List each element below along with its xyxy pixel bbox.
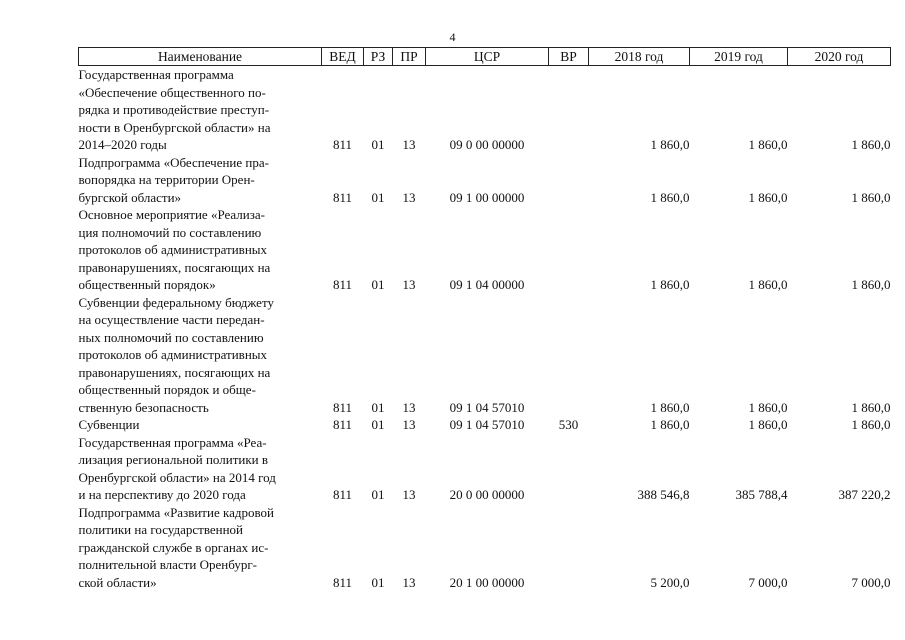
- col-header-vr: ВР: [549, 48, 589, 66]
- name-line: бургской области»: [78, 189, 182, 205]
- cell-2018: 1 860,0: [650, 417, 690, 432]
- name-line: гражданской службе в органах ис-: [78, 539, 269, 555]
- name-line: Основное мероприятие «Реализа-: [78, 207, 265, 222]
- cell-pr: 13: [402, 189, 416, 205]
- name-line: правонарушениях, посягающих на: [78, 364, 271, 380]
- cell-2018: 1 860,0: [650, 189, 690, 205]
- col-header-ved: ВЕД: [322, 48, 364, 66]
- cell-name: [79, 504, 322, 592]
- cell-2020: 1 860,0: [851, 137, 891, 152]
- cell-2018: 5 200,0: [650, 574, 690, 590]
- cell-vr: [549, 66, 589, 154]
- cell-2020: 1 860,0: [851, 277, 891, 292]
- cell-csr: 09 1 04 57010: [449, 399, 525, 415]
- cell-2020: 1 860,0: [851, 399, 891, 415]
- table-row: [79, 294, 891, 417]
- cell-vr: [549, 434, 589, 504]
- cell-2019: 1 860,0: [748, 399, 788, 415]
- name-line: протоколов об административных: [78, 347, 268, 362]
- name-line: ных полномочий по составлению: [78, 329, 264, 345]
- cell-vr: 530: [558, 417, 579, 432]
- cell-2020: 7 000,0: [851, 574, 891, 590]
- name-line: политики на государственной: [78, 522, 244, 537]
- cell-2018: 1 860,0: [650, 399, 690, 415]
- cell-vr: [549, 504, 589, 592]
- cell-rz: 01: [371, 277, 385, 292]
- col-header-name: Наименование: [79, 48, 322, 66]
- budget-table: [78, 47, 891, 591]
- col-header-rz: РЗ: [364, 48, 393, 66]
- table-row: [79, 504, 891, 592]
- cell-2019: 1 860,0: [748, 417, 788, 432]
- name-line: Субвенции: [78, 417, 140, 432]
- name-line: ности в Оренбургской области» на: [78, 119, 271, 135]
- table-header: [79, 48, 891, 66]
- cell-name: [79, 66, 322, 154]
- name-line: общественный порядок и обще-: [78, 382, 256, 397]
- name-line: общественный порядок»: [78, 277, 216, 292]
- name-line: вопорядка на территории Орен-: [78, 172, 255, 187]
- cell-ved: 811: [332, 574, 353, 590]
- cell-2020: 1 860,0: [851, 417, 891, 432]
- cell-pr: 13: [402, 487, 416, 502]
- cell-csr: 20 1 00 00000: [449, 574, 525, 590]
- cell-2020: 387 220,2: [838, 487, 891, 502]
- col-header-pr: ПР: [393, 48, 426, 66]
- cell-rz: 01: [371, 137, 385, 152]
- name-line: Государственная программа «Реа-: [78, 434, 267, 450]
- col-header-2018: 2018 год: [589, 48, 690, 66]
- cell-name: [79, 416, 322, 434]
- name-line: рядка и противодействие преступ-: [78, 102, 270, 117]
- table-row: [79, 154, 891, 207]
- name-line: лизация региональной политики в: [78, 452, 269, 467]
- cell-rz: 01: [371, 417, 385, 432]
- cell-2018: 388 546,8: [637, 487, 690, 502]
- cell-vr: [549, 154, 589, 207]
- table-row: [79, 206, 891, 294]
- cell-ved: 811: [332, 399, 353, 415]
- cell-pr: 13: [402, 417, 416, 432]
- cell-pr: 13: [402, 137, 416, 152]
- cell-name: [79, 154, 322, 207]
- cell-csr: 09 1 00 00000: [449, 189, 525, 205]
- cell-pr: 13: [402, 399, 416, 415]
- table-body: [79, 66, 891, 592]
- cell-2019: 385 788,4: [735, 487, 788, 502]
- cell-name: [79, 206, 322, 294]
- cell-2018: 1 860,0: [650, 277, 690, 292]
- name-line: и на перспективу до 2020 года: [78, 487, 246, 502]
- cell-2020: 1 860,0: [851, 189, 891, 205]
- name-line: полнительной власти Оренбург-: [78, 557, 257, 572]
- cell-pr: 13: [402, 277, 416, 292]
- cell-ved: 811: [332, 417, 353, 432]
- cell-ved: 811: [332, 487, 353, 502]
- cell-rz: 01: [371, 487, 385, 502]
- cell-ved: 811: [332, 277, 353, 292]
- name-line: ция полномочий по составлению: [78, 224, 262, 240]
- table-row: [79, 434, 891, 504]
- col-header-csr: ЦСР: [426, 48, 549, 66]
- name-line: ской области»: [78, 574, 157, 590]
- col-header-2019: 2019 год: [690, 48, 788, 66]
- cell-vr: [549, 294, 589, 417]
- name-line: Субвенции федеральному бюджету: [78, 294, 274, 310]
- name-line: ственную безопасность: [78, 399, 209, 415]
- cell-pr: 13: [402, 574, 416, 590]
- name-line: Государственная программа: [78, 67, 234, 82]
- cell-rz: 01: [371, 399, 385, 415]
- cell-csr: 09 1 04 00000: [449, 277, 525, 292]
- cell-2018: 1 860,0: [650, 137, 690, 152]
- cell-csr: 09 0 00 00000: [449, 137, 525, 152]
- name-line: Подпрограмма «Обеспечение пра-: [78, 154, 269, 170]
- cell-ved: 811: [332, 189, 353, 205]
- cell-csr: 20 0 00 00000: [449, 487, 525, 502]
- name-line: правонарушениях, посягающих на: [78, 259, 271, 275]
- cell-2019: 7 000,0: [748, 574, 788, 590]
- cell-2019: 1 860,0: [748, 137, 788, 152]
- cell-2019: 1 860,0: [748, 277, 788, 292]
- cell-csr: 09 1 04 57010: [449, 417, 525, 432]
- cell-2019: 1 860,0: [748, 189, 788, 205]
- cell-name: [79, 434, 322, 504]
- name-line: протоколов об административных: [78, 242, 268, 257]
- cell-ved: 811: [332, 137, 353, 152]
- cell-rz: 01: [371, 574, 385, 590]
- name-line: Оренбургской области» на 2014 год: [78, 469, 276, 485]
- cell-name: [79, 294, 322, 417]
- name-line: «Обеспечение общественного по-: [78, 84, 266, 100]
- cell-rz: 01: [371, 189, 385, 205]
- col-header-2020: 2020 год: [788, 48, 891, 66]
- header-row: [79, 48, 891, 66]
- cell-vr: [549, 206, 589, 294]
- table-row: [79, 416, 891, 434]
- name-line: 2014–2020 годы: [78, 137, 167, 152]
- name-line: Подпрограмма «Развитие кадровой: [78, 504, 274, 520]
- table-row: [79, 66, 891, 154]
- page-number: 4: [449, 30, 456, 44]
- name-line: на осуществление части передан-: [78, 312, 265, 327]
